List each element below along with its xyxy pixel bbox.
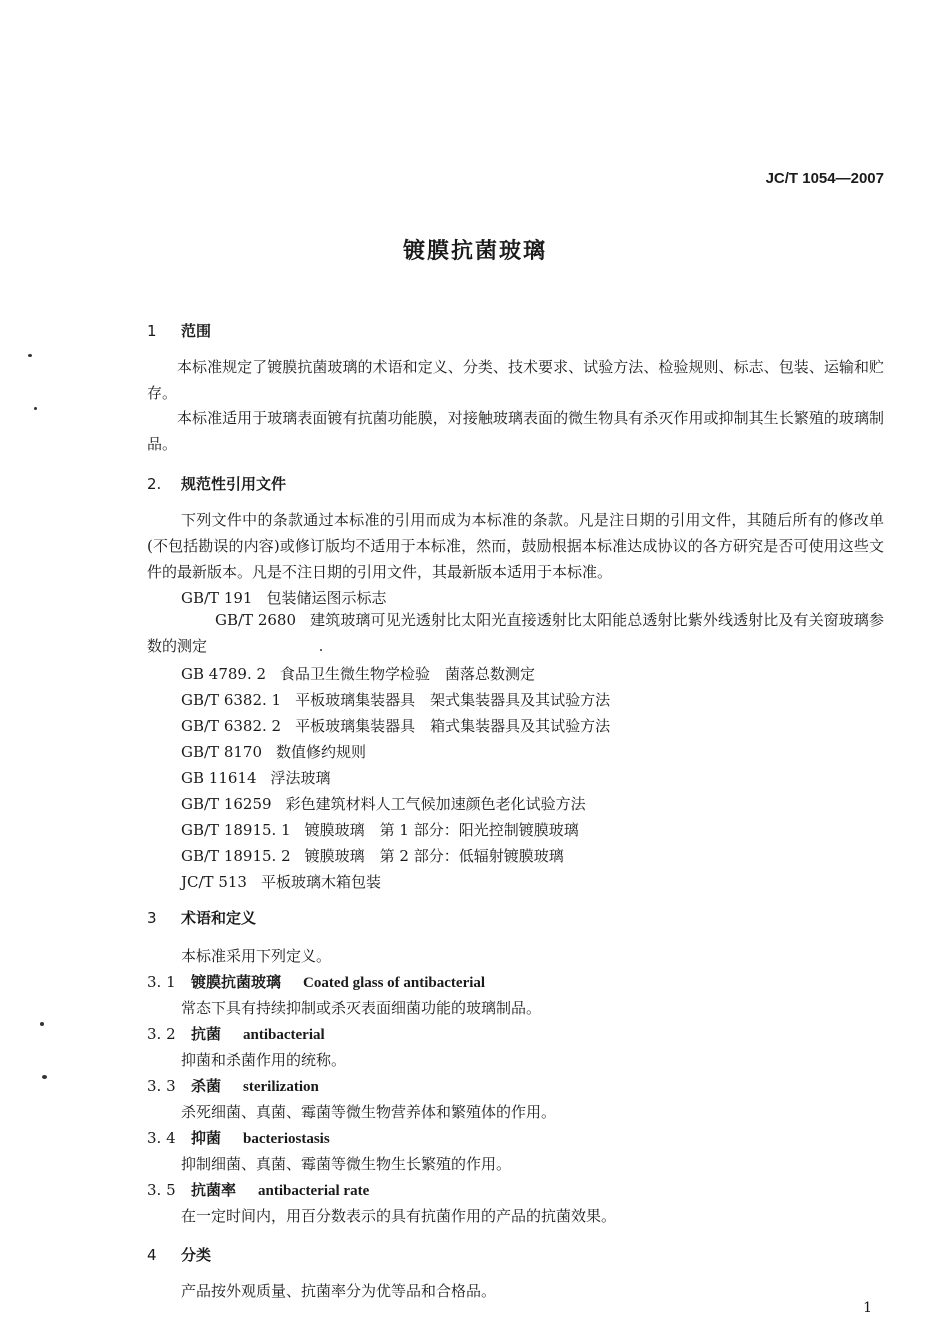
scan-speck: [42, 1075, 47, 1079]
section-4-paragraph: 产品按外观质量、抗菌率分为优等品和合格品。: [181, 1282, 497, 1300]
section-1-paragraph-1: 本标准规定了镀膜抗菌玻璃的术语和定义、分类、技术要求、试验方法、检验规则、标志、包装、运输和贮存。: [147, 358, 884, 402]
scan-speck: [40, 1022, 44, 1026]
term-heading: 3. 2 抗菌 antibacterial: [147, 1025, 325, 1043]
page-number: 1: [863, 1300, 872, 1316]
reference-item: GB/T 16259 彩色建筑材料人工气候加速颜色老化试验方法: [181, 795, 586, 813]
reference-item: GB/T 6382. 1 平板玻璃集装器具 架式集装器具及其试验方法: [181, 691, 611, 709]
reference-item: GB/T 18915. 1 镀膜玻璃 第 1 部分：阳光控制镀膜玻璃: [181, 821, 579, 839]
section-2-heading: [147, 473, 286, 494]
reference-item: GB/T 191 包装储运图示标志: [181, 589, 387, 607]
section-number: 3: [147, 909, 157, 927]
reference-item: GB/T 18915. 2 镀膜玻璃 第 2 部分：低辐射镀膜玻璃: [181, 847, 564, 865]
reference-item: GB 11614 浮法玻璃: [181, 769, 331, 787]
reference-item: GB 4789. 2 食品卫生微生物学检验 菌落总数测定: [181, 665, 536, 683]
section-3-intro: 本标准采用下列定义。: [181, 947, 332, 965]
section-title: 术语和定义: [181, 909, 257, 927]
reference-item: JC/T 513 平板玻璃木箱包装: [181, 873, 381, 891]
section-number: 4: [147, 1246, 157, 1264]
term-definition: 杀死细菌、真菌、霉菌等微生物营养体和繁殖体的作用。: [181, 1103, 557, 1121]
term-definition: 在一定时间内，用百分数表示的具有抗菌作用的产品的抗菌效果。: [181, 1207, 617, 1225]
term-heading: 3. 5 抗菌率 antibacterial rate: [147, 1181, 370, 1199]
section-3-heading: [147, 907, 256, 928]
section-number: 2.: [147, 475, 162, 493]
term-heading: 3. 1 镀膜抗菌玻璃 Coated glass of antibacterial: [147, 973, 486, 991]
reference-item: GB/T 8170 数值修约规则: [181, 743, 367, 761]
standard-code: JC/T 1054—2007: [765, 170, 884, 187]
section-2-intro: 下列文件中的条款通过本标准的引用而成为本标准的条款。凡是注日期的引用文件，其随后所有的修改单(不包括勘误的内容)或修订版均不适用于本标准，然而，鼓励根据本标准达成协议的各方研究是否可使用这些文件的最新版本。凡是不注日期的引用文件，其最新版本适用于本标准。: [147, 511, 884, 581]
section-1-heading: [147, 320, 211, 341]
document-title: 镀膜抗菌玻璃: [402, 238, 547, 264]
term-definition: 抑菌和杀菌作用的统称。: [181, 1051, 347, 1069]
reference-item: GB/T 6382. 2 平板玻璃集装器具 箱式集装器具及其试验方法: [181, 717, 611, 735]
scan-speck: [34, 407, 37, 410]
term-heading: 3. 3 杀菌 sterilization: [147, 1077, 319, 1095]
term-definition: 抑制细菌、真菌、霉菌等微生物生长繁殖的作用。: [181, 1155, 512, 1173]
section-number: 1: [147, 322, 157, 340]
scan-speck: [320, 649, 322, 651]
section-title: 规范性引用文件: [181, 475, 287, 493]
scan-speck: [28, 354, 32, 357]
term-heading: 3. 4 抑菌 bacteriostasis: [147, 1129, 330, 1147]
section-4-heading: [147, 1244, 211, 1265]
section-title: 范围: [181, 322, 212, 340]
reference-item: GB/T 2680 建筑玻璃可见光透射比太阳光直接透射比太阳能总透射比紫外线透射比及有关窗玻璃参数的测定: [147, 611, 884, 655]
section-1-paragraph-2: 本标准适用于玻璃表面镀有抗菌功能膜，对接触玻璃表面的微生物具有杀灭作用或抑制其生长繁殖的玻璃制品。: [147, 409, 884, 453]
section-title: 分类: [181, 1246, 212, 1264]
term-definition: 常态下具有持续抑制或杀灭表面细菌功能的玻璃制品。: [181, 999, 542, 1017]
